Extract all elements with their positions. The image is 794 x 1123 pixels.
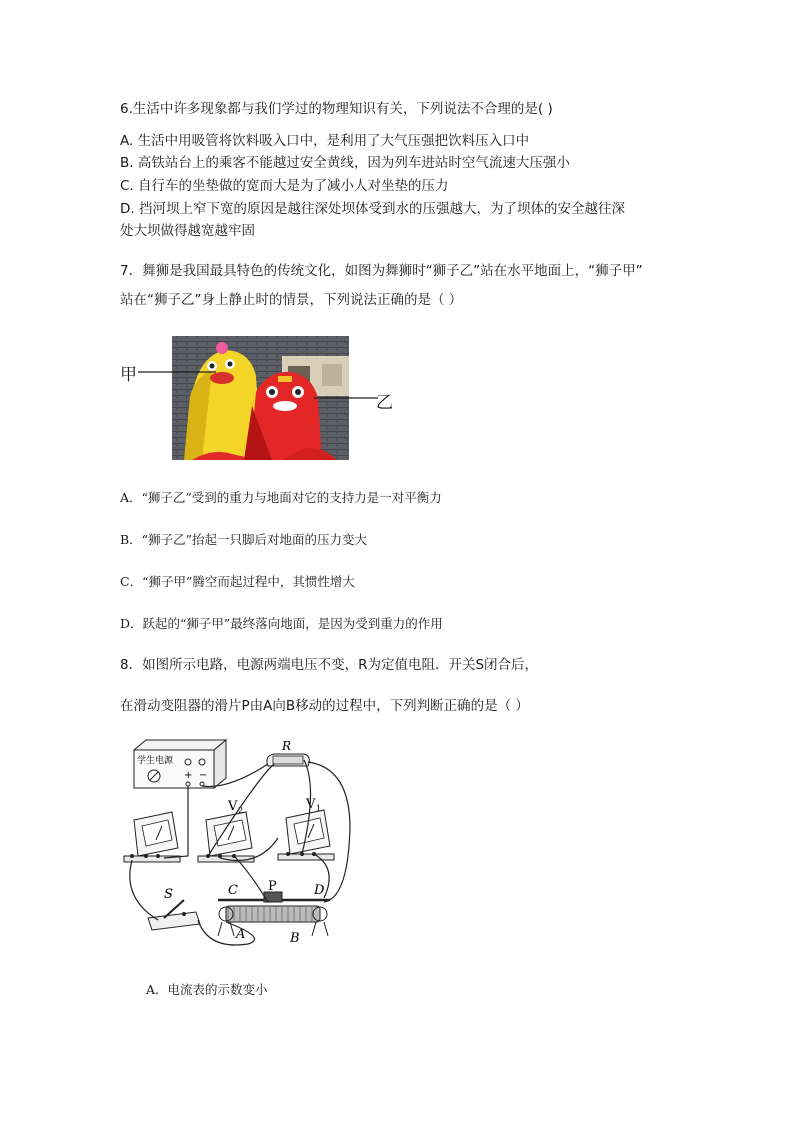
slider-P: P (268, 879, 277, 894)
label-leader-lines (138, 365, 388, 405)
power-supply-label: 学生电源 (137, 756, 174, 766)
q6-option-d-cont: 处大坝做得越宽越牢固 (120, 223, 255, 239)
q7-stem-cont: 站在“狮子乙”身上静止时的情景，下列说法正确的是（ ） (120, 292, 463, 308)
q7-option-a: A．“狮子乙”受到的重力与地面对它的支持力是一对平衡力 (120, 490, 442, 505)
svg-text:−: − (199, 770, 208, 781)
circuit-diagram (118, 738, 358, 953)
q7-option-c: C．“狮子甲”腾空而起过程中，其惯性增大 (120, 574, 355, 589)
svg-text:+: + (184, 770, 193, 781)
terminal-C: C (228, 883, 238, 898)
voltmeter-V1-label: V (306, 797, 316, 812)
q6-option-c: C. 自行车的坐垫做的宽而大是为了减小人对坐垫的压力 (120, 178, 449, 194)
terminal-A: A (236, 927, 246, 942)
switch-label: S (164, 887, 173, 902)
q7-stem: 7．舞狮是我国最具特色的传统文化，如图为舞狮时“狮子乙”站在水平地面上，“狮子甲” (120, 263, 643, 279)
q8-stem-cont: 在滑动变阻器的滑片P由A向B移动的过程中，下列判断正确的是（ ） (120, 698, 529, 714)
q7-option-d: D．跃起的“狮子甲”最终落向地面，是因为受到重力的作用 (120, 616, 443, 631)
q6-option-d: D. 挡河坝上窄下宽的原因是越往深处坝体受到水的压强越大，为了坝体的安全越往深 (120, 201, 625, 217)
voltmeter-V2-sub: 2 (238, 806, 244, 815)
label-yi: 乙 (376, 393, 393, 413)
voltmeter-V1 (278, 797, 334, 860)
label-jia: 甲 (120, 365, 137, 385)
terminal-D: D (314, 883, 325, 898)
q8-option-a: A．电流表的示数变小 (146, 982, 268, 997)
voltmeter-V1-sub: 1 (316, 804, 322, 813)
q8-stem: 8．如图所示电路，电源两端电压不变，R为定值电阻．开关S闭合后， (120, 657, 539, 673)
resistor-R (267, 739, 309, 766)
q7-option-b: B．“狮子乙”抬起一只脚后对地面的压力变大 (120, 532, 367, 547)
resistor-label: R (282, 739, 292, 753)
switch-S (148, 887, 200, 930)
terminal-B: B (290, 931, 300, 946)
voltmeter-V2 (198, 799, 254, 862)
q6-option-b: B. 高铁站台上的乘客不能越过安全黄线，因为列车进站时空气流速大压强小 (120, 155, 570, 171)
power-supply (134, 740, 226, 788)
q6-option-a: A. 生活中用吸管将饮料吸入口中，是利用了大气压强把饮料压入口中 (120, 133, 530, 149)
voltmeter-V2-label: V (228, 799, 238, 814)
rheostat (218, 879, 330, 946)
q6-stem: 6.生活中许多现象都与我们学过的物理知识有关，下列说法不合理的是( ) (120, 101, 553, 117)
ammeter (124, 812, 180, 862)
